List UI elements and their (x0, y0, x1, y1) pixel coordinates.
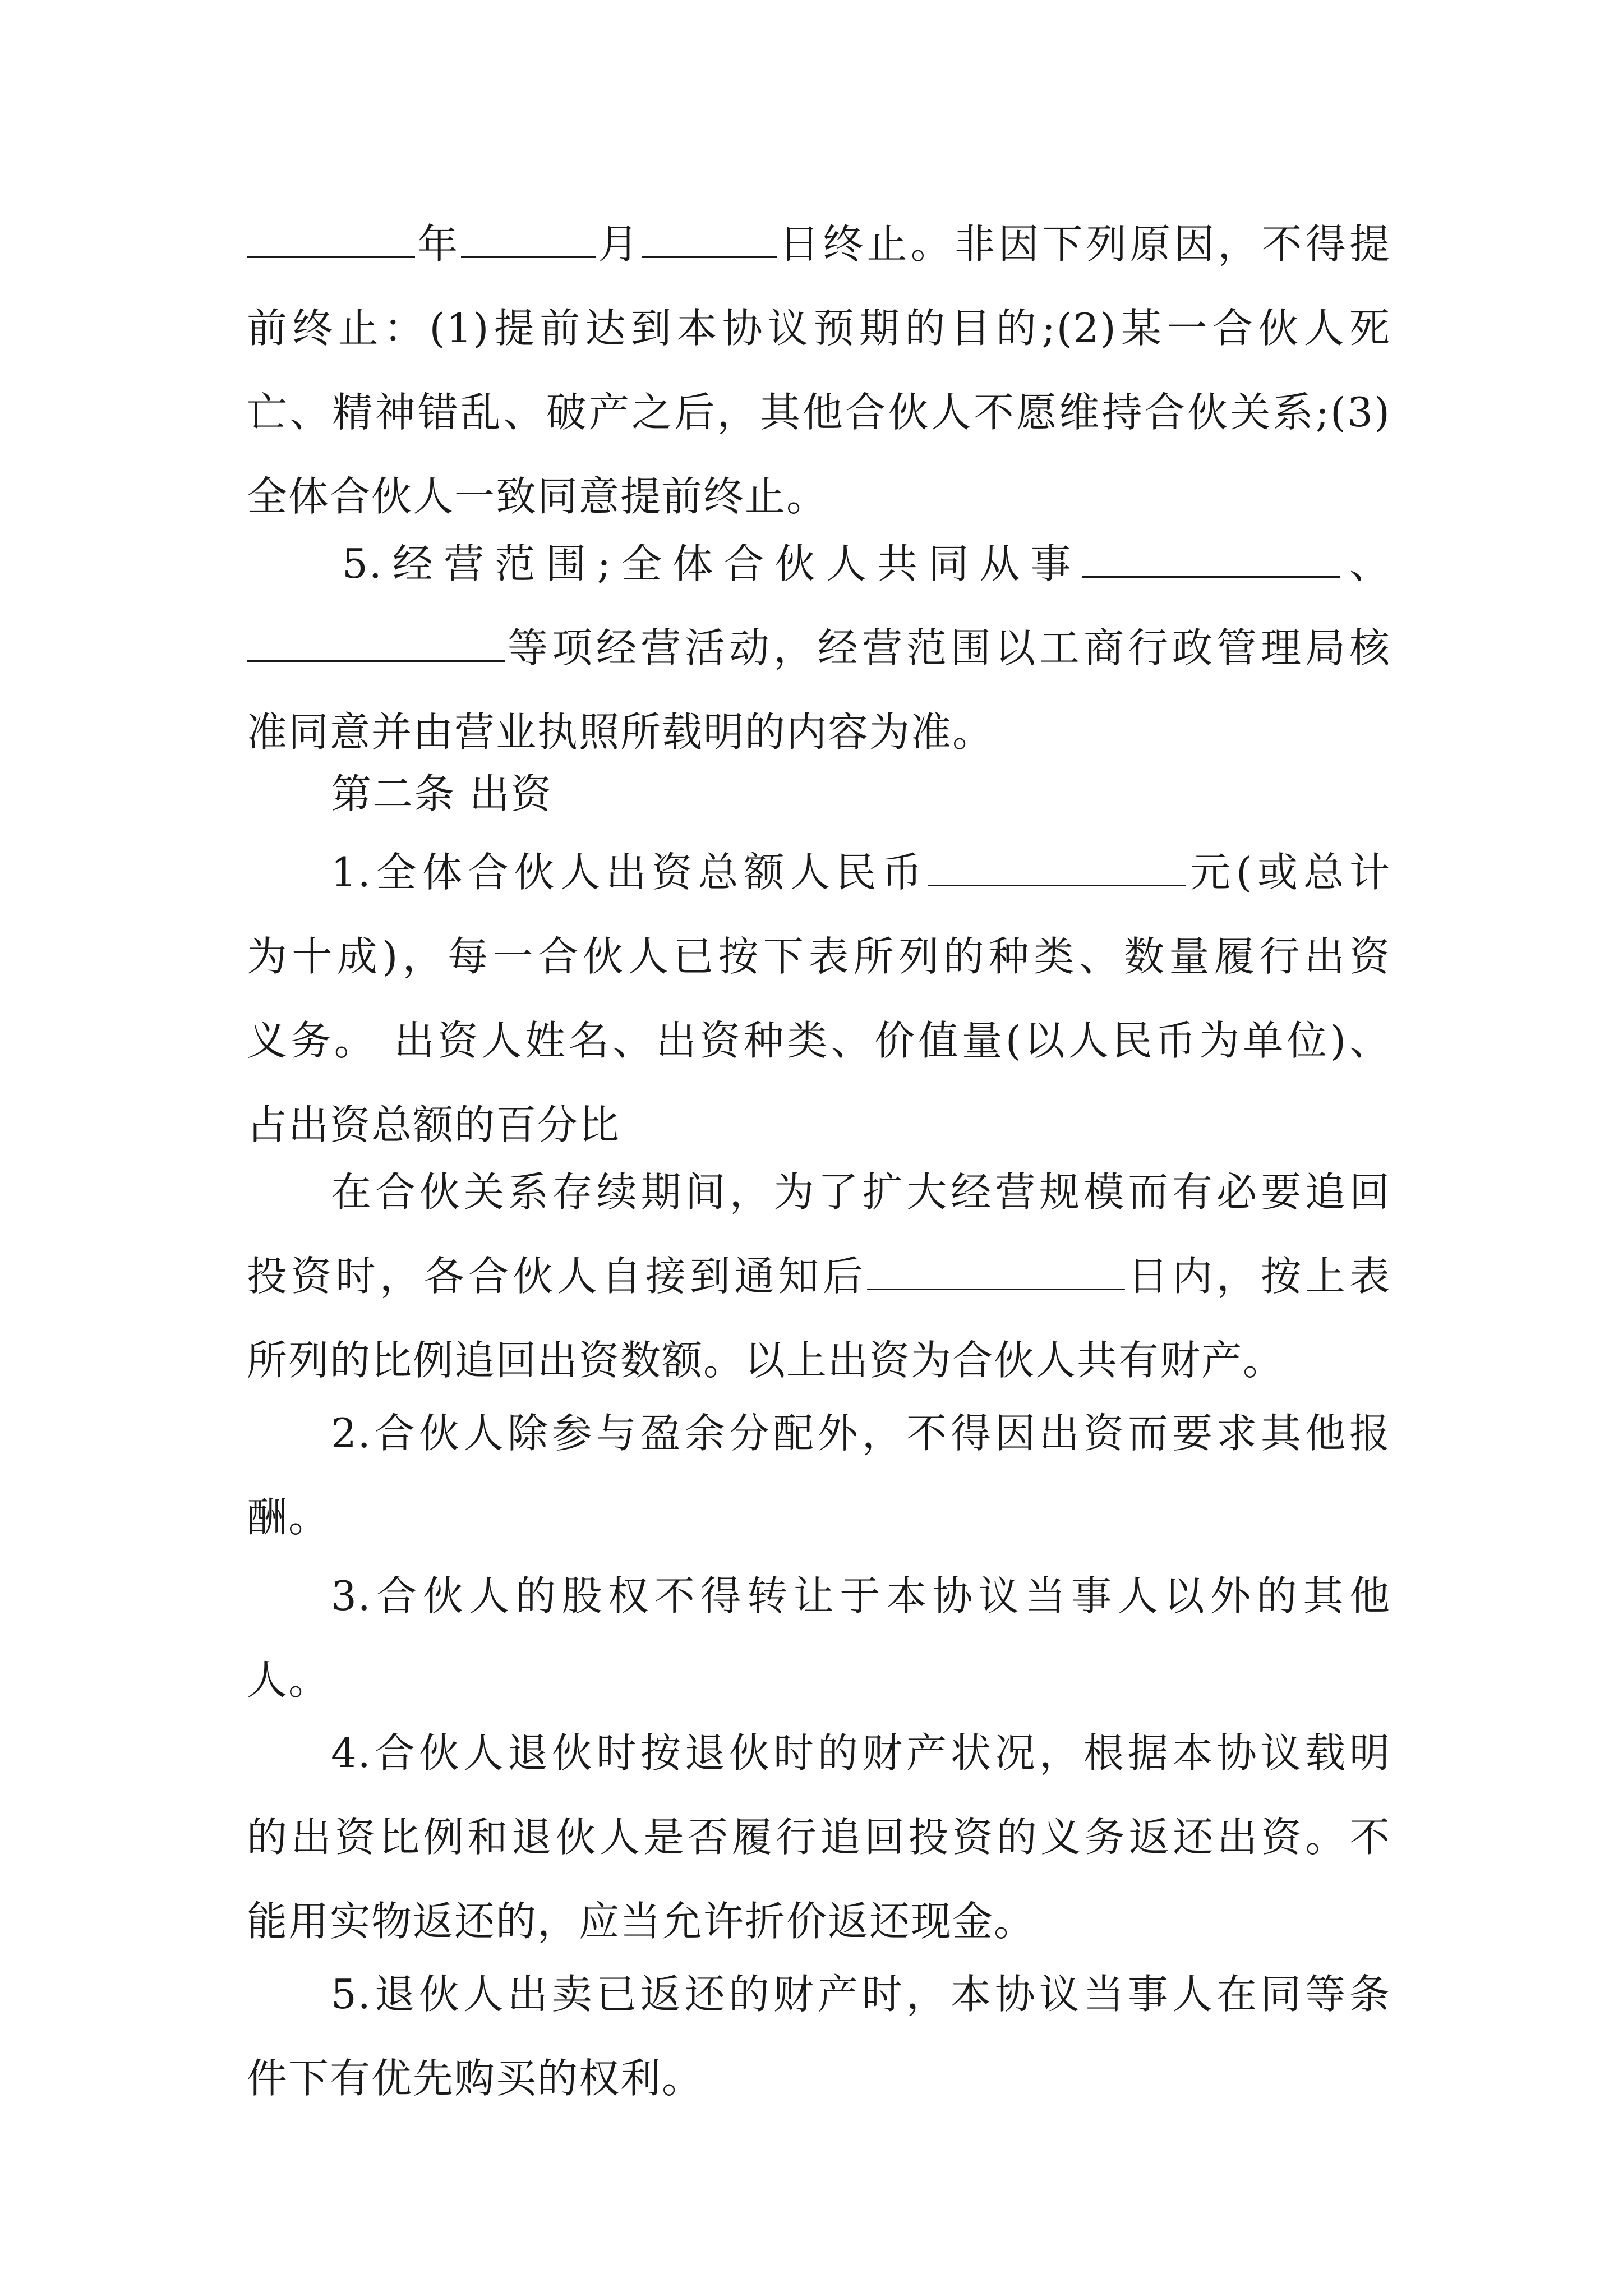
blank-month (461, 224, 596, 258)
text-line: 前终止：(1)提前达到本协议预期的目的;(2)某一合伙人死 (247, 305, 1391, 352)
article-2-heading (247, 752, 1391, 836)
text-line: 的出资比例和退伙人是否履行追回投资的义务返还出资。不 (247, 1814, 1391, 1861)
text-line: 件下有优先购买的权利。 (247, 2055, 704, 2102)
text-line: 3.合伙人的股权不得转让于本协议当事人以外的其他 (331, 1572, 1391, 1619)
blank-scope-1 (1082, 544, 1340, 578)
additional-investment-clause (247, 1150, 1391, 1402)
item-3-equity-transfer (247, 1554, 1391, 1722)
text-line: 准同意并由营业执照所载明的内容为准。 (247, 708, 994, 756)
item-5-preemptive-right (247, 1952, 1391, 2120)
text-line: 能用实物返还的，应当允许折价返还现金。 (247, 1898, 1036, 1945)
item-4-withdrawal (247, 1711, 1391, 1963)
text-line: 人。 (247, 1657, 330, 1704)
text-line: 1.全体合伙人出资总额人民币 元(或总计 (331, 849, 1391, 896)
text-line: 4.合伙人退伙时按退伙时的财产状况，根据本协议载明 (331, 1729, 1391, 1777)
text-line: 酬。 (247, 1494, 330, 1541)
section-heading: 第二条 出资 (331, 770, 552, 817)
item-2-compensation (247, 1391, 1391, 1559)
text-line: 为十成)，每一合伙人已按下表所列的种类、数量履行出资 (247, 933, 1391, 980)
text-line: 义务。 出资人姓名、出资种类、价值量(以人民币为单位)、 (247, 1017, 1391, 1064)
contribution-clause (247, 830, 1391, 1167)
termination-clause (247, 202, 1391, 539)
blank-day (642, 224, 777, 258)
text-line: 2.合伙人除参与盈余分配外，不得因出资而要求其他报 (331, 1410, 1391, 1457)
blank-days (867, 1256, 1125, 1290)
text-line: 占出资总额的百分比 (247, 1101, 621, 1148)
blank-scope-2 (247, 628, 505, 662)
text-line: 全体合伙人一致同意提前终止。 (247, 473, 828, 520)
text-line: 5.退伙人出卖已返还的财产时，本协议当事人在同等条 (331, 1971, 1391, 2018)
text-line: 年 月 日终止。非因下列原因，不得提 (247, 202, 1391, 286)
blank-amount (928, 852, 1186, 886)
business-scope-clause (247, 522, 1391, 774)
text-line: 在合伙关系存续期间，为了扩大经营规模而有必要追回 (331, 1168, 1391, 1216)
text-line: 投资时，各合伙人自接到通知后 日内，按上表 (247, 1253, 1391, 1300)
text-line: 所列的比例追回出资数额。以上出资为合伙人共有财产。 (247, 1337, 1285, 1384)
text-line: 5.经营范围;全体合伙人共同从事 、 (342, 540, 1391, 587)
blank-year (247, 224, 415, 258)
text-line: 等项经营活动，经营范围以工商行政管理局核 (247, 606, 1391, 690)
text-line: 亡、精神错乱、破产之后，其他合伙人不愿维持合伙关系;(3) (247, 389, 1391, 436)
